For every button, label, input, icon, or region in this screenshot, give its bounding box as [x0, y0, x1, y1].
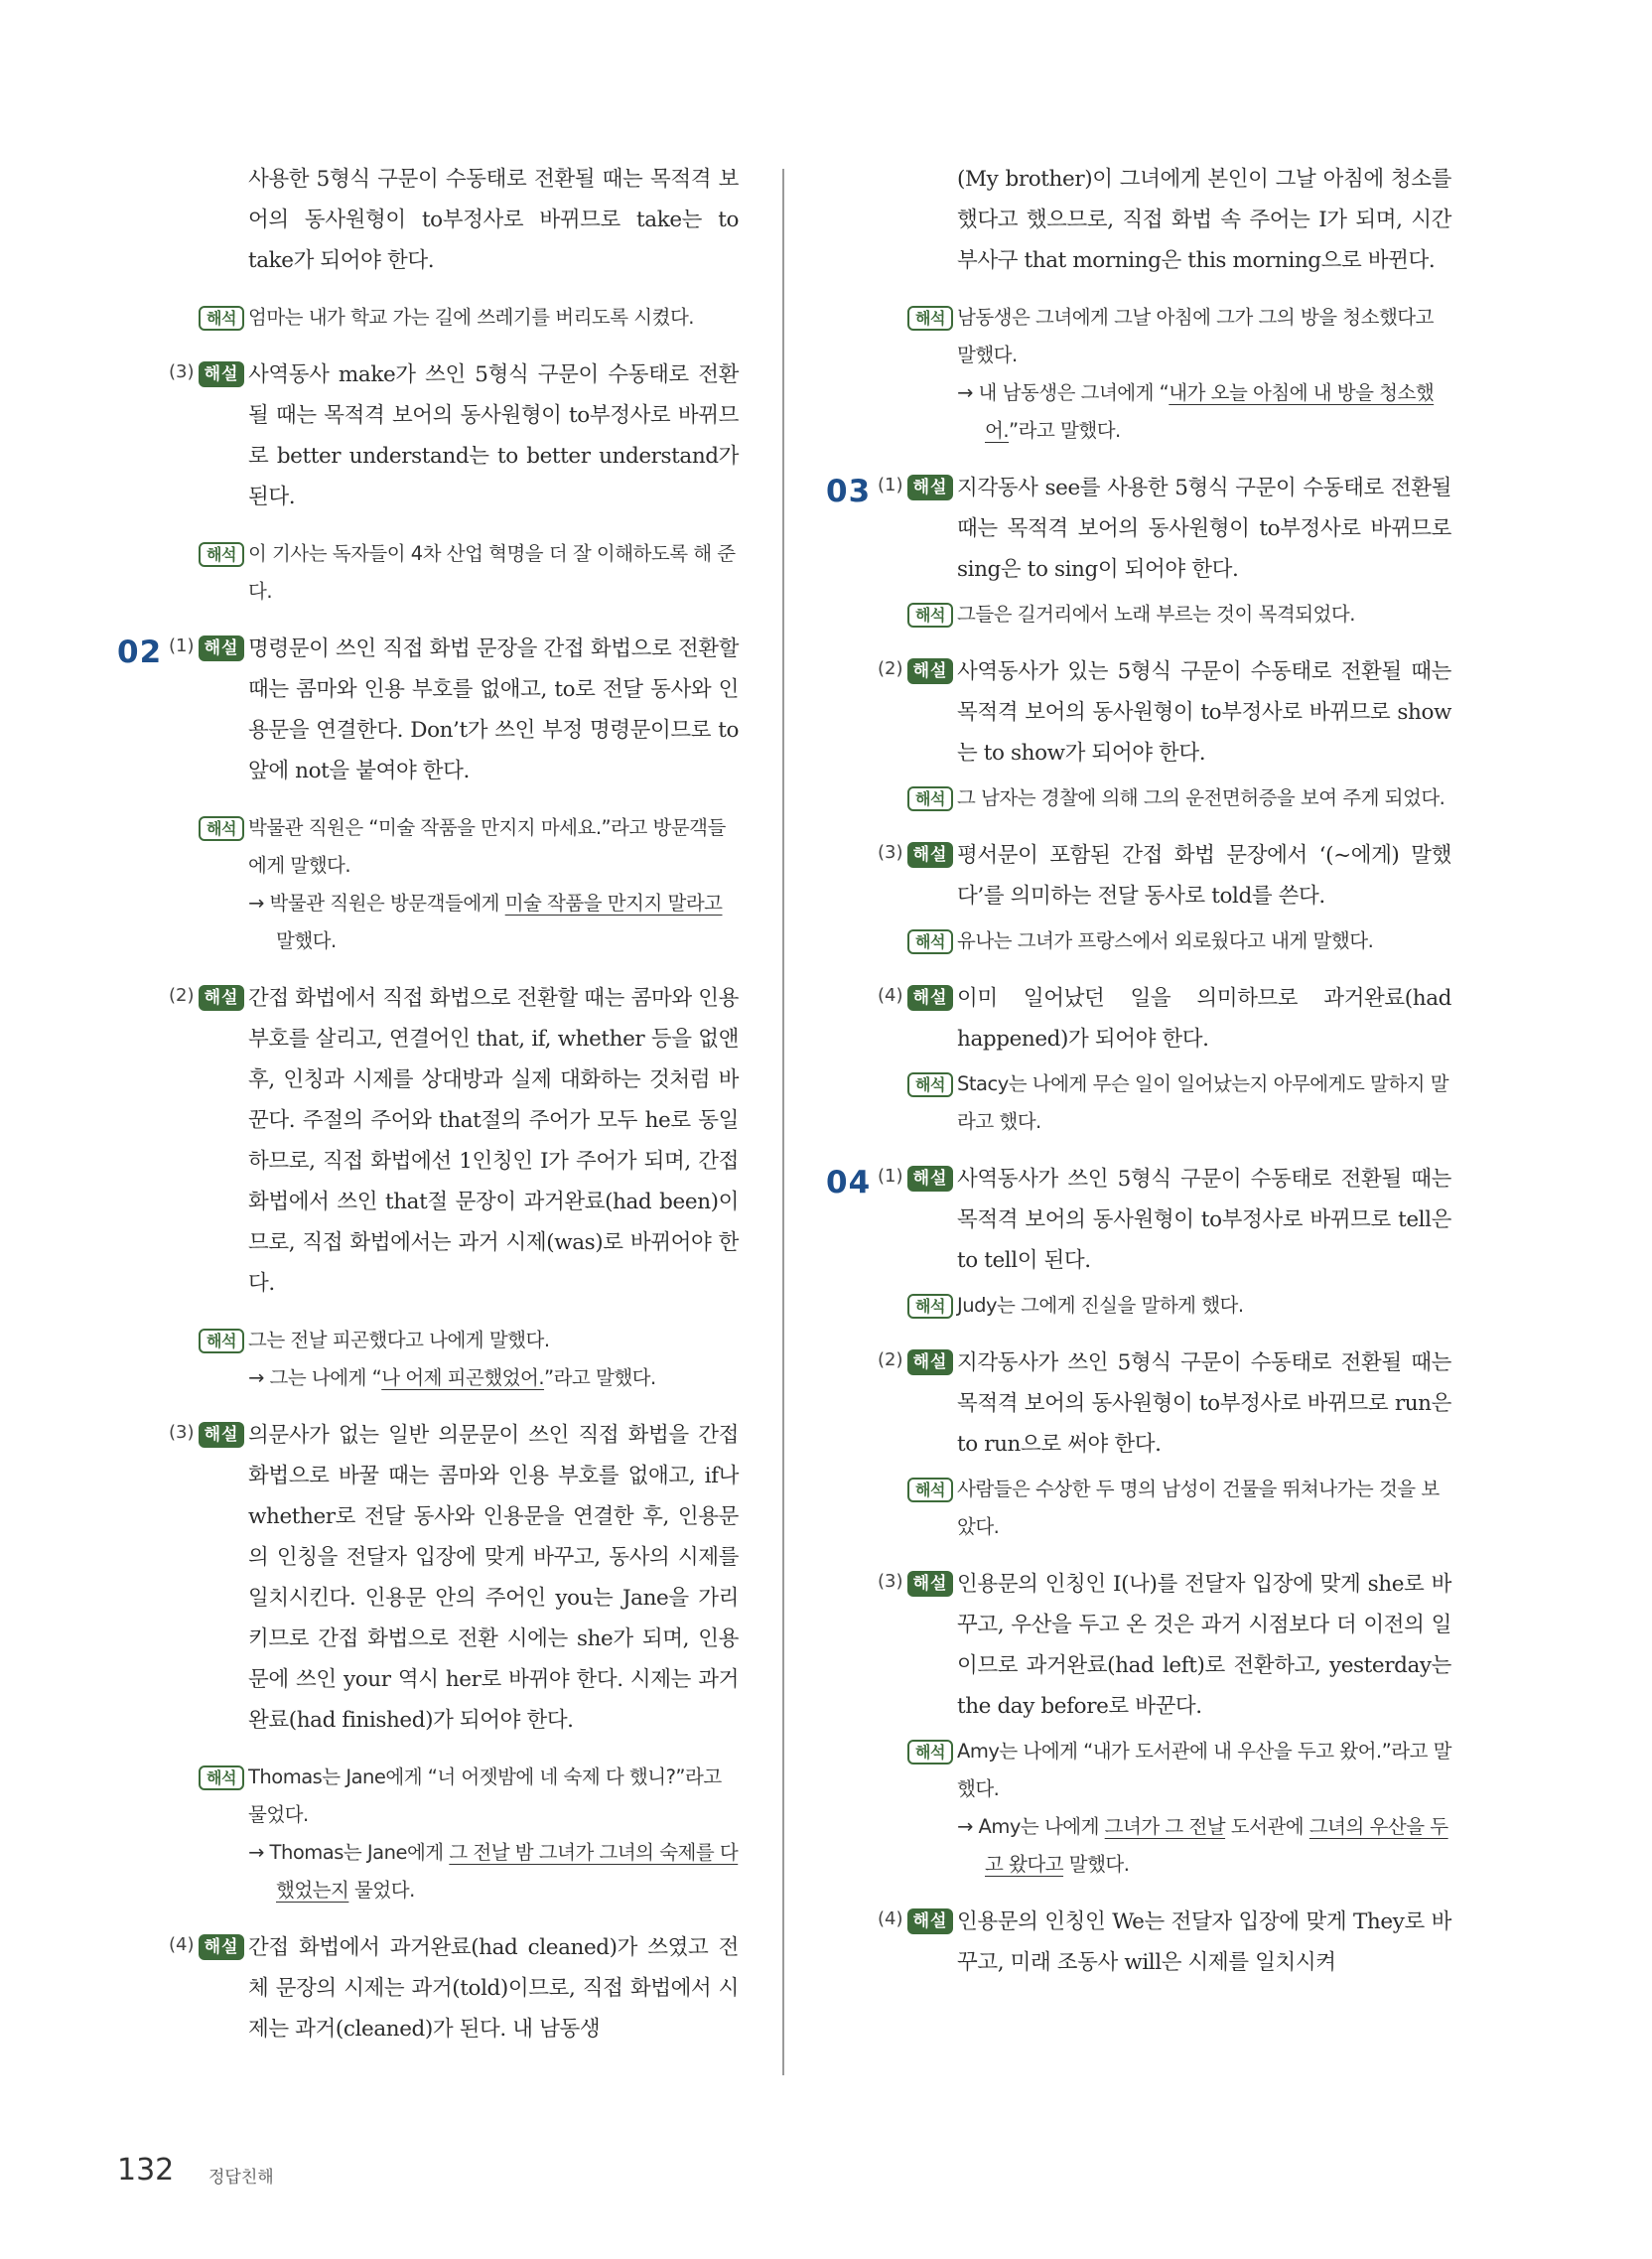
item-number: (3): [169, 1422, 195, 1443]
item-number: (1): [878, 1166, 903, 1187]
explanation-badge: 해설: [907, 475, 953, 500]
explanation-text: 인용문의 인칭인 I(나)를 전달자 입장에 맞게 she로 바꾸고, 우산을 두고 온 것은 과거 시점보다 더 이전의 일이므로 과거완료(had left)로 전환하고, yesterday는 the day before로 바꾼다.: [957, 1572, 1451, 1719]
explanation-badge: 해설: [199, 635, 244, 661]
converted-text: 물었다.: [348, 1879, 415, 1902]
item-number: (3): [878, 842, 903, 863]
converted-text: 박물관 직원은 방문객들에게: [269, 892, 505, 915]
explanation-badge: 해설: [907, 1166, 953, 1192]
question-04: [826, 1159, 1451, 1983]
explanation-text: 간접 화법에서 과거완료(had cleaned)가 쓰였고 전체 문장의 시제는 과거(told)이므로, 직접 화법에서 시제는 과거(cleaned)가 된다. 내 남동생: [248, 1935, 739, 2042]
q04-item-1: [826, 1159, 1451, 1281]
arrow: →: [957, 381, 973, 404]
translation-text: Judy는 그에게 진실을 말하게 했다.: [957, 1294, 1244, 1317]
q02-item-1-translation: [117, 809, 739, 960]
q02-item-4: [117, 1927, 739, 2049]
converted-text: 도서관에: [1225, 1815, 1309, 1838]
explanation-badge: 해설: [907, 1571, 953, 1597]
item-number: (2): [878, 658, 903, 679]
explanation-badge: 해설: [907, 985, 953, 1011]
arrow: →: [957, 1815, 973, 1838]
explanation-badge: 해설: [907, 842, 953, 868]
q02-item-3: [117, 1415, 739, 1741]
explanation-badge: 해설: [907, 1349, 953, 1375]
continued-translation: [826, 299, 1451, 450]
underlined-answer: 그 전날 밤 그녀가 그녀의 숙제를 다 했었는지: [276, 1841, 739, 1902]
continued-explanation: [826, 159, 1451, 281]
converted-text: ”라고 말했다.: [1009, 419, 1121, 442]
item-number: (3): [169, 361, 195, 382]
arrow: →: [248, 1366, 264, 1389]
q04-item-3-translation: [826, 1733, 1451, 1884]
q03-item-3-translation: [826, 922, 1451, 960]
translation-text: 그 남자는 경찰에 의해 그의 운전면허증을 보여 주게 되었다.: [957, 786, 1446, 809]
item-3: [117, 354, 739, 517]
translation-text: Stacy는 나에게 무슨 일이 일어났는지 아무에게도 말하지 말라고 했다.: [957, 1072, 1449, 1133]
translation-text: 이 기사는 독자들이 4차 산업 혁명을 더 잘 이해하도록 해 준다.: [248, 542, 736, 603]
book-label: 정답친해: [208, 2168, 274, 2188]
explanation-text: 간접 화법에서 직접 화법으로 전환할 때는 콤마와 인용 부호를 살리고, 연결어인 that, if, whether 등을 없앤 후, 인칭과 시제를 상대방과 실제 대화하는 것처럼 바꾼다. 주절의 주어와 that절의 주어가 모두 he로 동일하므로, 직접 화법에선 1인칭인 I가 주어가 되며, 간접 화법에서 쓰인 that절 문장이 과거완료(had been)이므로, 직접 화법에서는 과거 시제(was)로 바뀌어야 한다.: [248, 986, 739, 1296]
converted-text: 그는 나에게 “: [269, 1366, 382, 1389]
explanation-text: 사역동사가 있는 5형식 구문이 수동태로 전환될 때는 목적격 보어의 동사원형이 to부정사로 바뀌므로 show는 to show가 되어야 한다.: [957, 659, 1451, 766]
converted-text: Amy는 나에게: [978, 1815, 1105, 1838]
converted-sentence: [248, 1359, 739, 1397]
q03-item-3: [826, 835, 1451, 917]
question-03: [826, 468, 1451, 1141]
explanation-text: 명령문이 쓰인 직접 화법 문장을 간접 화법으로 전환할 때는 콤마와 인용 부호를 없애고, to로 전달 동사와 인용문을 연결한다. Don’t가 쓰인 부정 명령문이므로 to 앞에 not을 붙여야 한다.: [248, 636, 739, 783]
page-number: 132: [117, 2153, 175, 2188]
arrow: →: [248, 892, 264, 915]
underlined-answer: 나 어제 피곤했었어.: [381, 1366, 545, 1389]
converted-sentence: [957, 1808, 1451, 1884]
translation-badge: 해석: [907, 1072, 953, 1097]
converted-text: Thomas는 Jane에게: [269, 1841, 450, 1864]
q03-item-1: [826, 468, 1451, 590]
item-number: (4): [169, 1934, 195, 1955]
underlined-answer: 그녀가 그 전날: [1104, 1815, 1226, 1838]
item-number: (4): [878, 985, 903, 1006]
column-divider: [782, 169, 784, 2075]
translation-badge: 해석: [199, 1765, 244, 1790]
q04-item-1-translation: [826, 1287, 1451, 1325]
right-column: [826, 159, 1451, 1989]
item-number: (3): [878, 1571, 903, 1592]
q02-item-1: [117, 629, 739, 791]
translation-text: 그들은 길거리에서 노래 부르는 것이 목격되었다.: [957, 603, 1355, 626]
translation-badge: 해석: [907, 929, 953, 954]
item-number: (2): [878, 1349, 903, 1370]
q03-item-4: [826, 978, 1451, 1059]
underlined-answer: 그녀의 우산을 두고 왔다고: [985, 1815, 1448, 1876]
question-02: [117, 629, 739, 2049]
explanation-badge: 해설: [199, 985, 244, 1011]
translation-badge: 해석: [907, 1478, 953, 1502]
item-3-translation: [117, 535, 739, 611]
explanation-badge: 해설: [907, 1908, 953, 1934]
explanation-text: 이미 일어났던 일을 의미하므로 과거완료(had happened)가 되어야 한다.: [957, 986, 1451, 1052]
q04-item-3: [826, 1564, 1451, 1727]
continued-explanation: [117, 159, 739, 281]
translation-text: Amy는 나에게 “내가 도서관에 내 우산을 두고 왔어.”라고 말했다.: [957, 1740, 1451, 1800]
explanation-text: 지각동사가 쓰인 5형식 구문이 수동태로 전환될 때는 목적격 보어의 동사원형이 to부정사로 바뀌므로 run은 to run으로 써야 한다.: [957, 1350, 1451, 1457]
q02-item-2: [117, 978, 739, 1304]
translation-text: 그는 전날 피곤했다고 나에게 말했다.: [248, 1329, 550, 1351]
explanation-text: 사역동사 make가 쓰인 5형식 구문이 수동태로 전환될 때는 목적격 보어의 동사원형이 to부정사로 바뀌므로 better understand는 to better understand가 된다.: [248, 362, 739, 509]
left-column: [117, 159, 739, 2067]
translation-text: 사람들은 수상한 두 명의 남성이 건물을 뛰쳐나가는 것을 보았다.: [957, 1478, 1440, 1538]
explanation-text: 평서문이 포함된 간접 화법 문장에서 ‘(~에게) 말했다’를 의미하는 전달 동사로 told를 쓴다.: [957, 843, 1451, 909]
translation-badge: 해석: [199, 306, 244, 331]
converted-text: 내 남동생은 그녀에게 “: [978, 381, 1170, 404]
q03-item-4-translation: [826, 1065, 1451, 1141]
translation-badge: 해석: [199, 542, 244, 567]
explanation-badge: 해설: [199, 1422, 244, 1448]
translation-text: 박물관 직원은 “미술 작품을 만지지 마세요.”라고 방문객들에게 말했다.: [248, 816, 726, 877]
underlined-answer: 내가 오늘 아침에 내 방을 청소했어.: [985, 381, 1435, 442]
explanation-text: 의문사가 없는 일반 의문문이 쓰인 직접 화법을 간접 화법으로 바꿀 때는 콤마와 인용 부호를 없애고, if나 whether로 전달 동사와 인용문을 연결한 후, 인용문의 인칭을 전달자 입장에 맞게 바꾸고, 동사의 시제를 일치시킨다. 인용문 안의 주어인 you는 Jane을 가리키므로 간접 화법으로 전환 시에는 she가 되며, 인용문에 쓰인 your 역시 her로 바뀌야 한다. 시제는 과거완료(had finished)가 되어야 한다.: [248, 1423, 739, 1733]
translation-text: 유나는 그녀가 프랑스에서 외로웠다고 내게 말했다.: [957, 929, 1374, 952]
explanation-badge: 해설: [907, 658, 953, 684]
q04-item-2-translation: [826, 1471, 1451, 1546]
q02-item-2-translation: [117, 1322, 739, 1397]
converted-sentence: [957, 374, 1451, 450]
translation-text: 남동생은 그녀에게 그날 아침에 그가 그의 방을 청소했다고 말했다.: [957, 306, 1434, 366]
explanation-text: 사역동사가 쓰인 5형식 구문이 수동태로 전환될 때는 목적격 보어의 동사원형이 to부정사로 바뀌므로 tell은 to tell이 된다.: [957, 1167, 1451, 1273]
arrow: →: [248, 1841, 264, 1864]
translation-badge: 해석: [907, 306, 953, 331]
converted-sentence: [248, 1834, 739, 1909]
translation-text: 엄마는 내가 학교 가는 길에 쓰레기를 버리도록 시켰다.: [248, 306, 695, 329]
explanation-text: (My brother)이 그녀에게 본인이 그날 아침에 청소를 했다고 했으므로, 직접 화법 속 주어는 I가 되며, 시간 부사구 that morning은 this morning으로 바뀐다.: [957, 167, 1451, 273]
converted-text: 말했다.: [1063, 1853, 1130, 1876]
q04-item-2: [826, 1342, 1451, 1465]
q03-item-1-translation: [826, 596, 1451, 634]
translation-text: Thomas는 Jane에게 “너 어젯밤에 네 숙제 다 했니?”라고 물었다.: [248, 1765, 722, 1826]
converted-text: 말했다.: [276, 929, 337, 952]
q02-item-3-translation: [117, 1759, 739, 1909]
question-number: 02: [117, 635, 163, 670]
explanation-badge: 해설: [199, 1934, 244, 1960]
continued-translation: [117, 299, 739, 337]
q03-item-2: [826, 651, 1451, 774]
item-number: (4): [878, 1908, 903, 1929]
explanation-text: 지각동사 see를 사용한 5형식 구문이 수동태로 전환될 때는 목적격 보어의 동사원형이 to부정사로 바뀌므로 sing은 to sing이 되어야 한다.: [957, 476, 1451, 582]
explanation-text: 인용문의 인칭인 We는 전달자 입장에 맞게 They로 바꾸고, 미래 조동사 will은 시제를 일치시켜: [957, 1909, 1451, 1975]
underlined-answer: 미술 작품을 만지지 말라고: [504, 892, 723, 915]
item-number: (1): [169, 635, 195, 656]
translation-badge: 해석: [907, 786, 953, 811]
question-number: 04: [826, 1165, 872, 1200]
translation-badge: 해석: [199, 816, 244, 841]
explanation-badge: 해설: [199, 361, 244, 387]
q04-item-4: [826, 1902, 1451, 1983]
translation-badge: 해석: [907, 603, 953, 628]
item-number: (1): [878, 475, 903, 495]
question-number: 03: [826, 474, 872, 509]
translation-badge: 해석: [907, 1294, 953, 1319]
translation-badge: 해석: [907, 1740, 953, 1765]
explanation-text: 사용한 5형식 구문이 수동태로 전환될 때는 목적격 보어의 동사원형이 to부정사로 바뀌므로 take는 to take가 되어야 한다.: [248, 167, 739, 273]
translation-badge: 해석: [199, 1329, 244, 1353]
converted-sentence: [248, 885, 739, 960]
q03-item-2-translation: [826, 779, 1451, 817]
converted-text: ”라고 말했다.: [544, 1366, 656, 1389]
item-number: (2): [169, 985, 195, 1006]
